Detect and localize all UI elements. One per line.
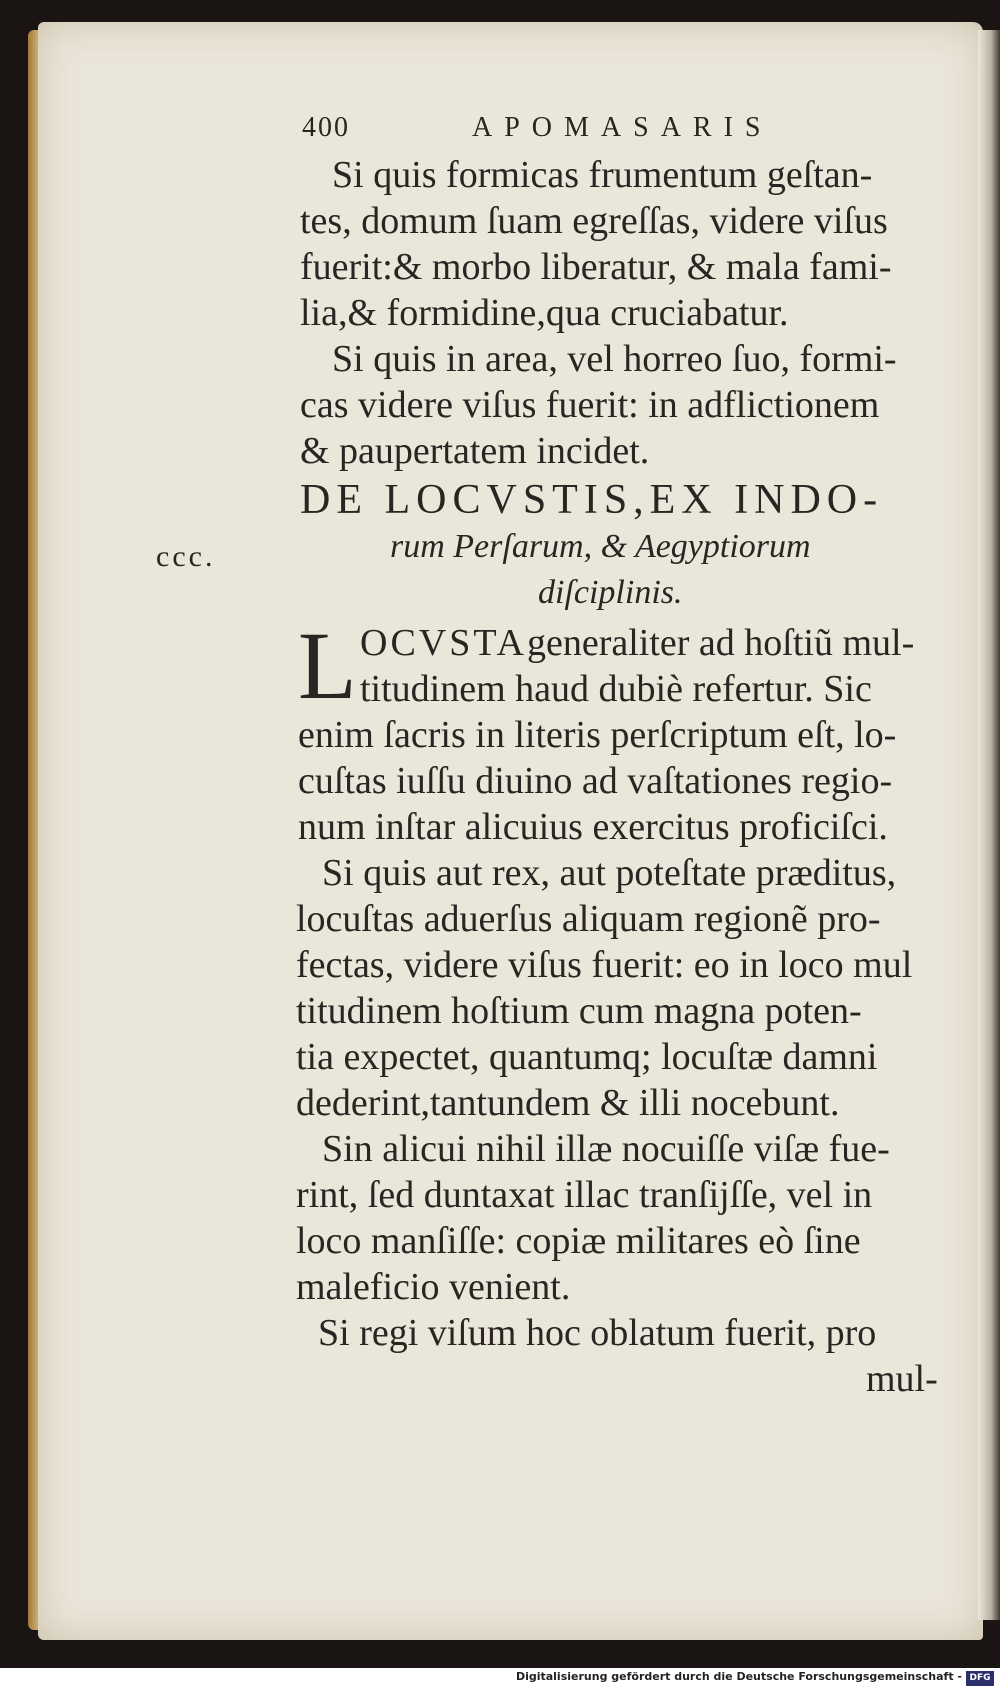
text-line: & paupertatem incidet. (300, 430, 650, 472)
footer-credit: Digitalisierung gefördert durch die Deutsche Forschungsgemeinschaft - (515, 1670, 962, 1683)
text-line (360, 620, 914, 666)
text-line: Si quis aut rex, aut poteſtate præditus, (322, 852, 897, 894)
text-line: Si regi viſum hoc oblatum fuerit, pro (318, 1312, 877, 1354)
text-line: locuſtas aduerſus aliquam regionẽ pro- (296, 898, 881, 940)
section-subheading: rum Perſarum, & Aegyptiorum (390, 528, 811, 565)
text-line: fuerit:& morbo liberatur, & mala fami- (300, 246, 892, 288)
text-line: titudinem hoſtium cum magna poten- (296, 990, 862, 1032)
page-header (302, 112, 822, 152)
text-line: cuſtas iuſſu diuino ad vaſtationes regio- (298, 760, 893, 802)
text-line: Si quis in area, vel horreo ſuo, formi- (332, 338, 897, 380)
text-line: enim ſacris in literis perſcriptum eſt, lo- (298, 714, 897, 756)
text-line: fectas, videre viſus fuerit: eo in loco mul (296, 944, 913, 986)
running-head: APOMASARIS (472, 112, 773, 143)
catchword: mul- (866, 1358, 938, 1400)
text-line: Si quis formicas frumentum geſtan- (332, 154, 873, 196)
text-line: tes, domum ſuam egreſſas, videre viſus (300, 200, 888, 242)
text-line: tia expectet, quantumq; locuſtæ damni (296, 1036, 878, 1078)
marginal-note: ccc. (156, 540, 216, 573)
text-line: lia,& formidine,qua cruciabatur. (300, 292, 789, 334)
text-line: maleficio venient. (296, 1266, 571, 1308)
text-line: Sin alicui nihil illæ nocuiſſe viſæ fue- (322, 1128, 890, 1170)
text-line: dederint,tantundem & illi nocebunt. (296, 1082, 840, 1124)
smallcaps-word: OCVSTA (360, 622, 527, 664)
text-line: cas videre viſus fuerit: in adflictionem (300, 384, 880, 426)
section-subheading: diſciplinis. (538, 574, 683, 611)
section-heading: DE LOCVSTIS,EX INDO- (300, 477, 884, 523)
dfg-logo: DFG (966, 1671, 994, 1686)
text-line: rint, ſed duntaxat illac tranſijſſe, vel in (296, 1174, 873, 1216)
page-number: 400 (302, 112, 350, 143)
text-line: num inſtar alicuius exercitus proficiſci. (298, 806, 888, 848)
text-line: titudinem haud dubiè refertur. Sic (360, 668, 872, 710)
digitization-footer (0, 1668, 1000, 1690)
text-fragment: generaliter ad hoſtiũ mul- (526, 622, 915, 664)
text-line: loco manſiſſe: copiæ militares eò ſine (296, 1220, 861, 1262)
drop-initial: L (298, 612, 357, 719)
